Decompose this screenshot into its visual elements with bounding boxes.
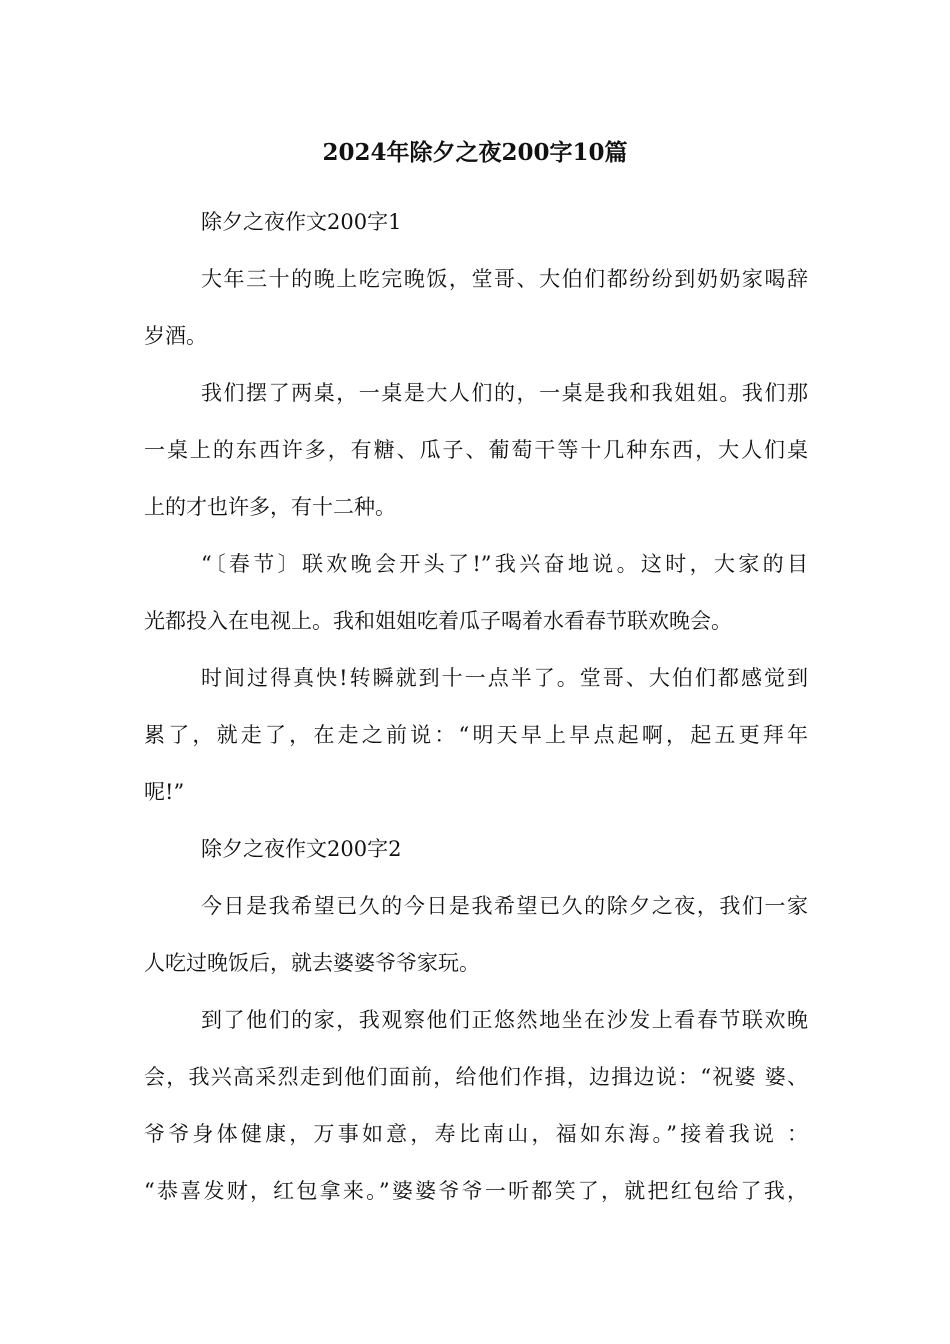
- paragraph-line: 爷爷身体健康，万事如意，寿比南山，福如东海。”接着我说 ：: [144, 1122, 808, 1146]
- paragraph-line: 一桌上的东西许多，有糖、瓜子、葡萄干等十几种东西，大人们桌: [144, 438, 808, 462]
- paragraph-line: 岁酒。: [144, 324, 207, 348]
- paragraph-line: 会，我兴高采烈走到他们面前，给他们作揖，边揖边说：“祝婆 婆、: [144, 1065, 808, 1089]
- paragraph-line: 光都投入在电视上。我和姐姐吃着瓜子喝着水看春节联欢晚会。: [144, 609, 732, 633]
- paragraph-line: 到了他们的家，我观察他们正悠然地坐在沙发上看春节联欢晚: [201, 1008, 808, 1032]
- paragraph-line: 上的才也许多，有十二种。: [144, 495, 396, 519]
- paragraph-line: 呢!”: [144, 780, 185, 804]
- document-title: 2024年除夕之夜200字10篇: [322, 139, 628, 166]
- section-heading: 除夕之夜作文200字1: [201, 210, 402, 234]
- paragraph-line: “恭喜发财，红包拿来。”婆婆爷爷一听都笑了，就把红包给了我，: [144, 1179, 808, 1203]
- paragraph-line: 人吃过晚饭后，就去婆婆爷爷家玩。: [144, 951, 480, 975]
- paragraph-line: 今日是我希望已久的今日是我希望已久的除夕之夜，我们一家: [201, 894, 808, 918]
- paragraph-line: 累了，就走了，在走之前说：“明天早上早点起啊，起五更拜年: [144, 723, 808, 747]
- section-heading: 除夕之夜作文200字2: [201, 837, 402, 861]
- paragraph-line: 时间过得真快!转瞬就到十一点半了。堂哥、大伯们都感觉到: [201, 666, 808, 690]
- paragraph-line: “〔春节〕联欢晚会开头了!”我兴奋地说。这时，大家的目: [201, 552, 808, 576]
- document-body: [144, 203, 808, 1229]
- paragraph-line: 大年三十的晚上吃完晚饭，堂哥、大伯们都纷纷到奶奶家喝辞: [201, 267, 808, 291]
- paragraph-line: 我们摆了两桌，一桌是大人们的，一桌是我和我姐姐。我们那: [201, 381, 808, 405]
